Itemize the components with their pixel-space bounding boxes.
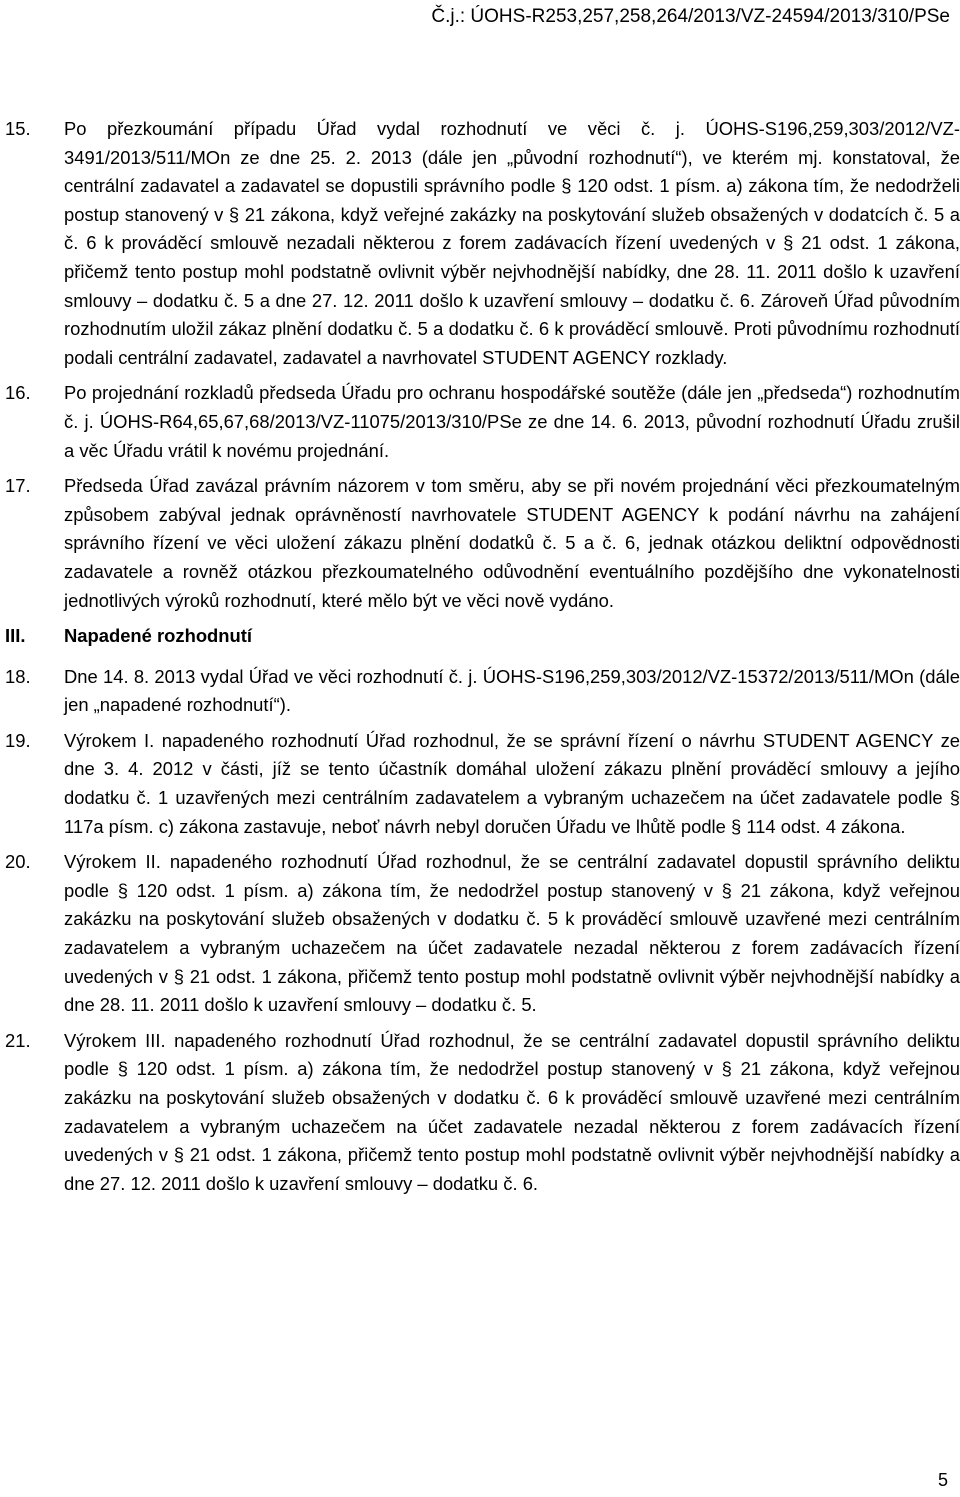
paragraph-text: Dne 14. 8. 2013 vydal Úřad ve věci rozhodnutí č. j. ÚOHS-S196,259,303/2012/VZ-15372/2013/511/MOn (dále jen „napadené rozhodnutí“).	[64, 665, 960, 716]
section-heading	[0, 622, 960, 651]
paragraph-number: 19.	[5, 729, 31, 751]
paragraph-number: 18.	[5, 665, 31, 687]
section-number: III.	[5, 625, 26, 647]
paragraph-text: Výrokem II. napadeného rozhodnutí Úřad rozhodnul, že se centrální zadavatel dopustil správního deliktu podle § 120 odst. 1 písm. a) zákona tím, že nedodržel postup stanovený v § 21 zákona, když veřejnou zakázku na poskytování služeb obsažených v dodatku č. 5 k prováděcí smlouvě uzavřené mezi centrálním zadavatelem a vybraným uchazečem na účet zadavatele nezadal některou z forem zadávacích řízení uvedených v § 21 odst. 1 zákona, přičemž tento postup mohl podstatně ovlivnit výběr nejvhodnější nabídky a dne 28. 11. 2011 došlo k uzavření smlouvy – dodatku č. 5.	[64, 851, 960, 1016]
paragraph-text: Předseda Úřad zavázal právním názorem v tom směru, aby se při novém projednání věci přezkoumatelným způsobem zabýval jednak oprávněností navrhovatele STUDENT AGENCY k podání návrhu na zahájení správního řízení ve věci uložení zákazu plnění dodatků č. 5 a č. 6, jednak otázkou deliktní odpovědnosti zadavatele a rovněž otázkou přezkoumatelného odůvodnění eventuálního pozdějšího dne vykonatelnosti jednotlivých výroků rozhodnutí, které mělo být ve věci nově vydáno.	[64, 475, 960, 611]
paragraph-number: 20.	[5, 851, 31, 873]
paragraph-text: Výrokem III. napadeného rozhodnutí Úřad rozhodnul, že se centrální zadavatel dopustil správního deliktu podle § 120 odst. 1 písm. a) zákona tím, že nedodržel postup stanovený v § 21 zákona, když veřejnou zakázku na poskytování služeb obsažených v dodatku č. 6 k prováděcí smlouvě uzavřené mezi centrálním zadavatelem a vybraným uchazečem na účet zadavatele nezadal některou z forem zadávacích řízení uvedených v § 21 odst. 1 zákona, přičemž tento postup mohl podstatně ovlivnit výběr nejvhodnější nabídky a dne 27. 12. 2011 došlo k uzavření smlouvy – dodatku č. 6.	[64, 1029, 960, 1194]
paragraph-number: 15.	[5, 118, 31, 139]
document-reference: Č.j.: ÚOHS-R253,257,258,264/2013/VZ-24594/2013/310/PSe	[431, 6, 950, 27]
paragraph-18	[0, 663, 960, 720]
paragraph-20	[0, 848, 960, 1020]
paragraph-number: 17.	[5, 475, 31, 497]
paragraph-text: Po přezkoumání případu Úřad vydal rozhodnutí ve věci č. j. ÚOHS-S196,259,303/2012/VZ-3491/2013/511/MOn ze dne 25. 2. 2013 (dále jen „původní rozhodnutí“), ve kterém mj. konstatoval, že centrální zadavatel a zadavatel se dopustili správního podle § 120 odst. 1 písm. a) zákona tím, že nedodrželi postup stanovený v § 21 zákona, když veřejné zakázky na poskytování služeb obsažených v dodatcích č. 5 a č. 6 k prováděcí smlouvě nezadali některou z forem zadávacích řízení uvedených v § 21 odst. 1 zákona, přičemž tento postup mohl podstatně ovlivnit výběr nejvhodnější nabídky, dne 28. 11. 2011 došlo k uzavření smlouvy – dodatku č. 5 a dne 27. 12. 2011 došlo k uzavření smlouvy – dodatku č. 6. Zároveň Úřad původním rozhodnutím uložil zákaz plnění dodatku č. 5 a dodatku č. 6 k prováděcí smlouvě. Proti původnímu rozhodnutí podali centrální zadavatel, zadavatel a navrhovatel STUDENT AGENCY rozklady.	[64, 118, 960, 368]
paragraph-16	[0, 379, 960, 465]
page-number: 5	[937, 1470, 948, 1490]
paragraph-19	[0, 727, 960, 841]
document-body	[0, 115, 960, 1205]
paragraph-15	[0, 115, 960, 372]
section-title: Napadené rozhodnutí	[64, 625, 252, 647]
paragraph-text: Výrokem I. napadeného rozhodnutí Úřad rozhodnul, že se správní řízení o návrhu STUDENT AGENCY ze dne 3. 4. 2012 v části, jíž se tento účastník domáhal uložení zákazu plnění prováděcí smlouvy a jejího dodatku č. 1 uzavřených mezi centrálním zadavatelem a vybraným uchazečem na účet zadavatele podle § 117a písm. c) zákona zastavuje, neboť návrh nebyl doručen Úřadu ve lhůtě podle § 114 odst. 4 zákona.	[64, 729, 960, 837]
paragraph-21	[0, 1027, 960, 1199]
paragraph-number: 21.	[5, 1029, 31, 1051]
paragraph-number: 16.	[5, 382, 31, 404]
paragraph-17	[0, 472, 960, 615]
paragraph-text: Po projednání rozkladů předseda Úřadu pro ochranu hospodářské soutěže (dále jen „předseda“) rozhodnutím č. j. ÚOHS-R64,65,67,68/2013/VZ-11075/2013/310/PSe ze dne 14. 6. 2013, původní rozhodnutí Úřadu zrušil a věc Úřadu vrátil k novému projednání.	[64, 382, 960, 461]
